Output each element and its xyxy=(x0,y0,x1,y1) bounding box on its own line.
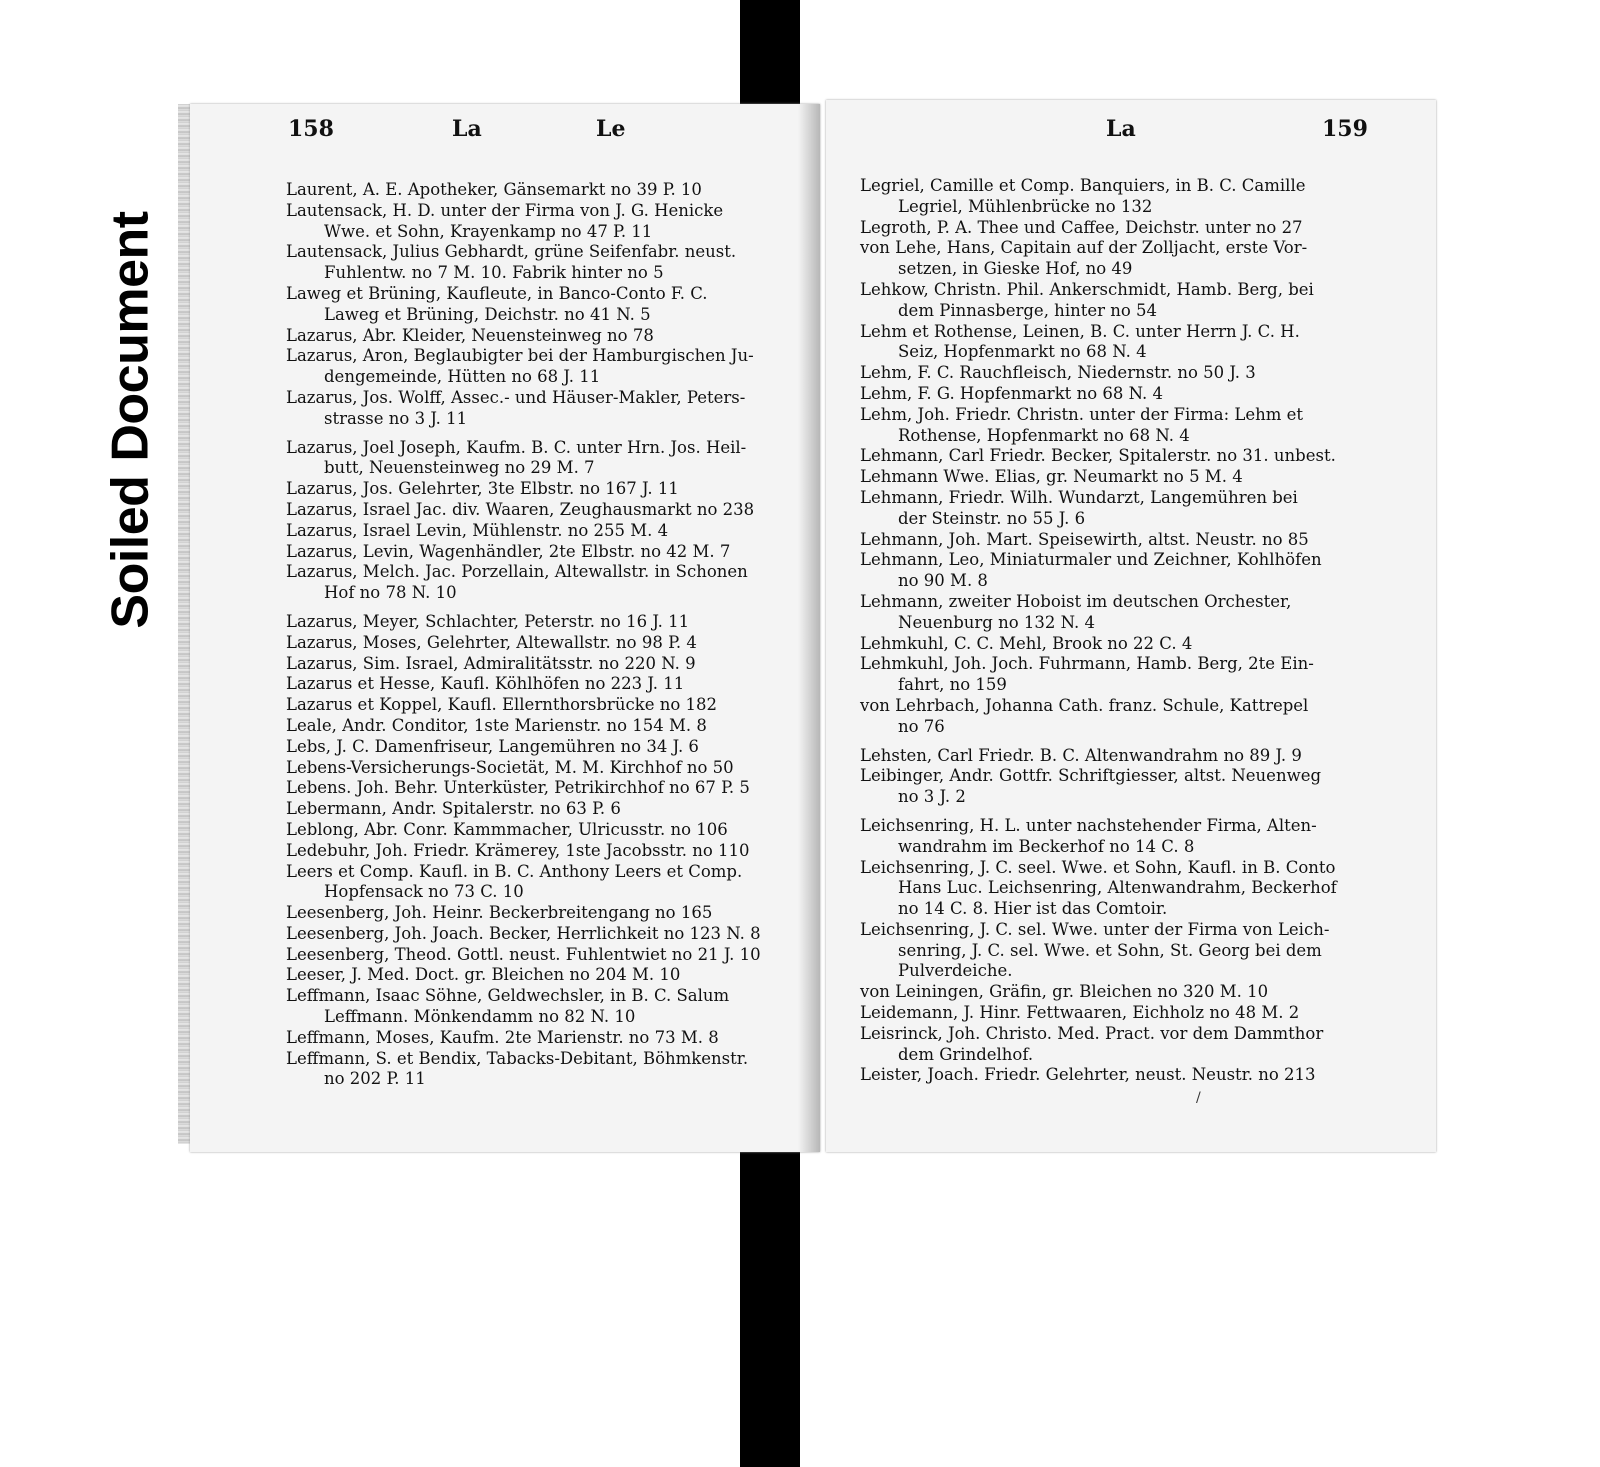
entry-line: Laweg et Brüning, Deichstr. no 41 N. 5 xyxy=(324,304,651,324)
entry-line: Leister, Joach. Friedr. Gelehrter, neust. Neustr. no 213 xyxy=(860,1065,1316,1085)
entry-line: butt, Neuensteinweg no 29 M. 7 xyxy=(324,458,595,478)
entry-line: Lazarus, Jos. Wolff, Assec.- und Häuser-Makler, Peters- xyxy=(286,387,746,407)
entry-line: Lehkow, Christn. Phil. Ankerschmidt, Hamb. Berg, bei xyxy=(860,279,1314,299)
entry-line: setzen, in Gieske Hof, no 49 xyxy=(898,259,1133,279)
entry-line: Leale, Andr. Conditor, 1ste Marienstr. no 154 M. 8 xyxy=(286,715,707,735)
left-running-head-2: Le xyxy=(596,116,626,142)
entry-line: Legriel, Camille et Comp. Banquiers, in B. C. Camille xyxy=(860,176,1306,195)
entry-line: Lehmkuhl, Joh. Joch. Fuhrmann, Hamb. Berg, 2te Ein- xyxy=(860,654,1314,674)
entry-line: Lautensack, Julius Gebhardt, grüne Seifenfabr. neust. xyxy=(286,242,737,262)
entry-line: von Lehe, Hans, Capitain auf der Zolljacht, erste Vor- xyxy=(860,238,1308,258)
entry-line: Leblong, Abr. Conr. Kammmacher, Ulricusstr. no 106 xyxy=(286,819,728,839)
entry-line: Leeser, J. Med. Doct. gr. Bleichen no 204 M. 10 xyxy=(286,965,681,985)
entry-line: Laweg et Brüning, Kaufleute, in Banco-Conto F. C. xyxy=(286,283,708,303)
entry-line: dem Grindelhof. xyxy=(898,1044,1034,1064)
entry-line: Legriel, Mühlenbrücke no 132 xyxy=(898,196,1153,216)
entry-line: Lehmann, Carl Friedr. Becker, Spitalerstr. no 31. unbest. xyxy=(860,446,1336,466)
entry-line: Leichsenring, J. C. seel. Wwe. et Sohn, Kaufl. in B. Conto xyxy=(860,857,1336,877)
left-entries xyxy=(286,180,811,1090)
entry-line: Lehm et Rothense, Leinen, B. C. unter Herrn J. C. H. xyxy=(860,321,1300,341)
entry-line: fahrt, no 159 xyxy=(898,675,1007,695)
entry-line: Lazarus et Hesse, Kaufl. Köhlhöfen no 223 J. 11 xyxy=(286,674,685,694)
entry-line: Leesenberg, Theod. Gottl. neust. Fuhlentwiet no 21 J. 10 xyxy=(286,944,761,964)
entry-line: Leffmann. Mönkendamm no 82 N. 10 xyxy=(324,1007,636,1027)
entry-line: Lehmann, Friedr. Wilh. Wundarzt, Langemühren bei xyxy=(860,487,1298,507)
entry-line: Leisrinck, Joh. Christo. Med. Pract. vor dem Dammthor xyxy=(860,1023,1324,1043)
entry-line: Lebens-Versicherungs-Societät, M. M. Kirchhof no 50 xyxy=(286,757,734,777)
entry-line: Lautensack, H. D. unter der Firma von J. G. Henicke xyxy=(286,200,724,220)
entry-line: senring, J. C. sel. Wwe. et Sohn, St. Georg bei dem xyxy=(898,940,1322,960)
entry-line: Lehmann, Joh. Mart. Speisewirth, altst. Neustr. no 85 xyxy=(860,529,1309,549)
entry-line: Rothense, Hopfenmarkt no 68 N. 4 xyxy=(898,425,1190,445)
entry-line: Lazarus, Abr. Kleider, Neuensteinweg no 78 xyxy=(286,325,654,345)
entry-line: Lazarus, Sim. Israel, Admiralitätsstr. no 220 N. 9 xyxy=(286,653,696,673)
stray-mark: / xyxy=(1196,1090,1201,1106)
entry-line: Lehmann Wwe. Elias, gr. Neumarkt no 5 M. 4 xyxy=(860,467,1243,487)
entry-line: no 76 xyxy=(898,716,945,736)
entry-line: Lazarus et Koppel, Kaufl. Ellernthorsbrücke no 182 xyxy=(286,695,717,715)
entry-line: dengemeinde, Hütten no 68 J. 11 xyxy=(324,367,601,387)
entry-line: Neuenburg no 132 N. 4 xyxy=(898,612,1096,632)
entry-line: Lazarus, Joel Joseph, Kaufm. B. C. unter Hrn. Jos. Heil- xyxy=(286,437,747,457)
soiled-document-label xyxy=(102,170,160,670)
entry-line: Lazarus, Levin, Wagenhändler, 2te Elbstr. no 42 M. 7 xyxy=(286,541,731,561)
entry-line: Lehm, F. C. Rauchfleisch, Niedernstr. no 50 J. 3 xyxy=(860,363,1256,383)
entry-line: Lebs, J. C. Damenfriseur, Langemühren no 34 J. 6 xyxy=(286,736,699,756)
entry-line: dem Pinnasberge, hinter no 54 xyxy=(898,300,1158,320)
entry-line: Lebermann, Andr. Spitalerstr. no 63 P. 6 xyxy=(286,799,621,819)
entry-line: Lehmann, zweiter Hoboist im deutschen Orchester, xyxy=(860,591,1292,611)
entry-line: Lehm, Joh. Friedr. Christn. unter der Firma: Lehm et xyxy=(860,404,1304,424)
entry-line: Leidemann, J. Hinr. Fettwaaren, Eichholz no 48 M. 2 xyxy=(860,1003,1300,1023)
entry-line: Lehmann, Leo, Miniaturmaler und Zeichner, Kohlhöfen xyxy=(860,550,1322,570)
entry-line: Lazarus, Moses, Gelehrter, Altewallstr. no 98 P. 4 xyxy=(286,632,697,652)
entry-line: Leffmann, Isaac Söhne, Geldwechsler, in B. C. Salum xyxy=(286,986,730,1006)
entry-line: Leesenberg, Joh. Joach. Becker, Herrlichkeit no 123 N. 8 xyxy=(286,923,761,943)
entry-line: Hopfensack no 73 C. 10 xyxy=(324,882,524,902)
entry-line: Leibinger, Andr. Gottfr. Schriftgiesser, altst. Neuenweg xyxy=(860,766,1322,786)
entry-line: Lazarus, Aron, Beglaubigter bei der Hamburgischen Ju- xyxy=(286,346,754,366)
entry-line: Lazarus, Israel Levin, Mühlenstr. no 255 M. 4 xyxy=(286,520,669,540)
entry-line: strasse no 3 J. 11 xyxy=(324,408,468,428)
entry-line: Lazarus, Meyer, Schlachter, Peterstr. no 16 J. 11 xyxy=(286,611,690,631)
entry-line: Lebens. Joh. Behr. Unterküster, Petrikirchhof no 67 P. 5 xyxy=(286,778,750,798)
entry-line: von Leiningen, Gräfin, gr. Bleichen no 320 M. 10 xyxy=(860,982,1269,1002)
entry-line: Lazarus, Melch. Jac. Porzellain, Altewallstr. in Schonen xyxy=(286,562,748,582)
entry-line: Leffmann, S. et Bendix, Tabacks-Debitant, Böhmkenstr. xyxy=(286,1048,749,1068)
entry-line: Seiz, Hopfenmarkt no 68 N. 4 xyxy=(898,342,1147,362)
right-running-head: La xyxy=(1106,116,1136,142)
entry-line: Legroth, P. A. Thee und Caffee, Deichstr. unter no 27 xyxy=(860,217,1303,237)
right-entries xyxy=(860,176,1390,1086)
entry-line: Leesenberg, Joh. Heinr. Beckerbreitengang no 165 xyxy=(286,903,713,923)
entry-line: no 202 P. 11 xyxy=(324,1069,426,1089)
entry-line: Fuhlentw. no 7 M. 10. Fabrik hinter no 5 xyxy=(324,263,664,283)
entry-line: Leffmann, Moses, Kaufm. 2te Marienstr. no 73 M. 8 xyxy=(286,1027,719,1047)
entry-line: Leichsenring, J. C. sel. Wwe. unter der Firma von Leich- xyxy=(860,919,1330,939)
entry-line: wandrahm im Beckerhof no 14 C. 8 xyxy=(898,836,1195,856)
entry-line: Lazarus, Jos. Gelehrter, 3te Elbstr. no 167 J. 11 xyxy=(286,479,679,499)
entry-line: no 3 J. 2 xyxy=(898,787,966,807)
entry-line: Pulverdeiche. xyxy=(898,961,1013,981)
entry-line: Leers et Comp. Kaufl. in B. C. Anthony Leers et Comp. xyxy=(286,861,743,881)
left-page-number: 158 xyxy=(288,116,334,142)
entry-line: von Lehrbach, Johanna Cath. franz. Schule, Kattrepel xyxy=(860,695,1309,715)
entry-line: Lehmkuhl, C. C. Mehl, Brook no 22 C. 4 xyxy=(860,633,1193,653)
entry-line: Hof no 78 N. 10 xyxy=(324,583,457,603)
entry-line: Lehsten, Carl Friedr. B. C. Altenwandrahm no 89 J. 9 xyxy=(860,745,1302,765)
right-page-number: 159 xyxy=(1322,116,1368,142)
entry-line: Lazarus, Israel Jac. div. Waaren, Zeughausmarkt no 238 xyxy=(286,499,755,519)
entry-line: no 14 C. 8. Hier ist das Comtoir. xyxy=(898,899,1168,919)
entry-line: Wwe. et Sohn, Krayenkamp no 47 P. 11 xyxy=(324,221,653,241)
entry-line: no 90 M. 8 xyxy=(898,571,988,591)
soiled-document-text: Soiled Document xyxy=(102,211,160,629)
entry-line: der Steinstr. no 55 J. 6 xyxy=(898,508,1086,528)
entry-line: Laurent, A. E. Apotheker, Gänsemarkt no 39 P. 10 xyxy=(286,180,702,199)
entry-line: Lehm, F. G. Hopfenmarkt no 68 N. 4 xyxy=(860,383,1163,403)
entry-line: Hans Luc. Leichsenring, Altenwandrahm, Beckerhof xyxy=(898,878,1337,898)
entry-line: Leichsenring, H. L. unter nachstehender Firma, Alten- xyxy=(860,815,1317,835)
entry-line: Ledebuhr, Joh. Friedr. Krämerey, 1ste Jacobsstr. no 110 xyxy=(286,840,750,860)
left-running-head-1: La xyxy=(452,116,482,142)
